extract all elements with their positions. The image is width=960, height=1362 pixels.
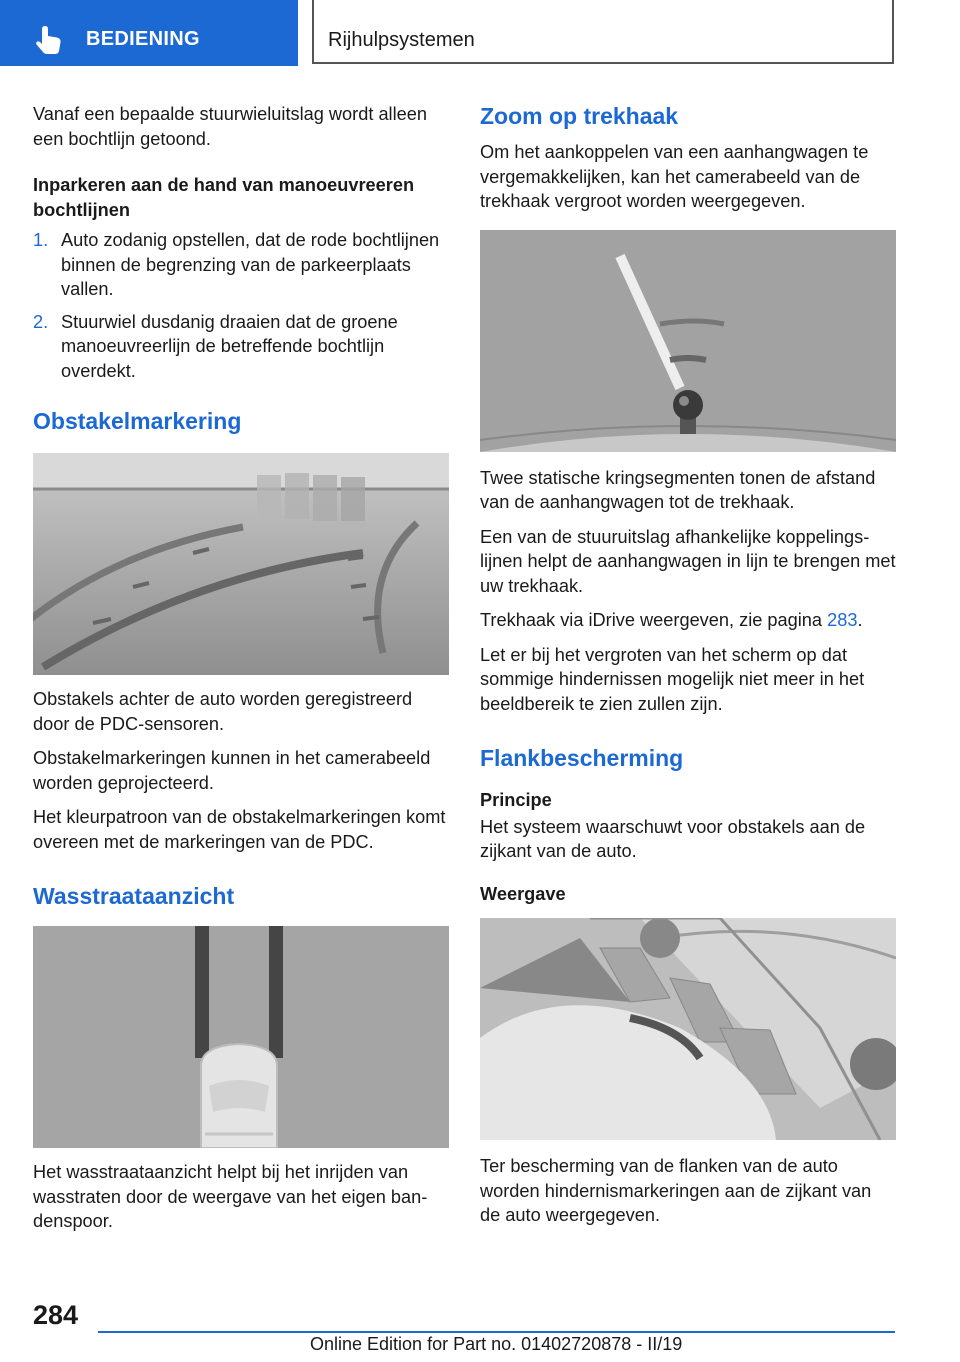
chapter-title: Rijhulpsystemen xyxy=(328,29,475,51)
list-item xyxy=(33,310,449,384)
tow-hook-zoom-figure xyxy=(480,230,896,452)
inparkeren-subheading: Inparkeren aan de hand van manoeuvreeren bochtlijnen xyxy=(33,175,415,220)
zoom-paragraph-1: Om het aankoppelen van een aanhangwagen te vergemakkelijken, kan het camerabeeld van de trekhaak vergroot worden weergegeven. xyxy=(480,142,869,211)
section-tab-label: BEDIENING xyxy=(86,28,200,50)
wasstraat-paragraph: Het wasstraataanzicht helpt bij het inrijden van wasstraten door de weergave van het eigen bandenspoor. xyxy=(33,1162,428,1231)
principe-paragraph: Het systeem waarschuwt voor obstakels aan de zijkant van de auto. xyxy=(480,816,866,861)
zoom-p4-suffix: . xyxy=(857,610,863,630)
weergave-subheading: Weergave xyxy=(480,883,566,904)
weergave-paragraph: Ter bescherming van de flanken van de auto worden hindernismarkeringen aan de zijkant van de auto weergegeven. xyxy=(480,1156,872,1225)
page-number: 284 xyxy=(33,1300,79,1330)
zoom-paragraph-2: Twee statische kringsegmenten tonen de afstand van de aanhangwagen tot de trekhaak. xyxy=(480,467,876,512)
list-item xyxy=(33,228,449,302)
zoom-paragraph-5: Let er bij het vergroten van het scherm op dat sommige hindernissen mogelijk niet meer in het beeldbereik te zien zullen zijn. xyxy=(480,644,865,714)
obstacle-marking-figure xyxy=(33,453,449,675)
obstakel-paragraph-1: Obstakels achter de auto worden geregistreerd door de PDC-sensoren. xyxy=(33,689,413,734)
step-text: Stuurwiel dusdanig draaien dat de groene manoeuvreerlijn de betreffende bochtlijn overdekt. xyxy=(61,311,398,381)
flank-heading: Flankbescherming xyxy=(480,745,684,771)
step-number: 1. xyxy=(33,230,49,250)
edition-note: Online Edition for Part no. 01402720878 - II/19 xyxy=(310,1334,683,1354)
zoom-paragraph-3: Een van de stuuruitslag afhankelijke koppelingslijnen helpt de aanhangwagen in lijn te brengen met uw trekhaak. xyxy=(480,526,896,596)
principe-subheading: Principe xyxy=(480,790,552,810)
intro-paragraph: Vanaf een bepaalde stuurwieluitslag wordt alleen een bochtlijn getoond. xyxy=(33,104,427,149)
step-number: 2. xyxy=(33,311,49,332)
wasstraat-heading: Wasstraataanzicht xyxy=(33,883,235,909)
left-column xyxy=(33,102,449,1244)
flank-protection-figure xyxy=(480,918,896,1140)
zoom-heading: Zoom op trekhaak xyxy=(480,103,679,129)
page-link-283[interactable]: 283 xyxy=(827,610,858,630)
section-tab[interactable] xyxy=(0,0,298,66)
zoom-p4-text: Trekhaak via iDrive weergeven, zie pagina xyxy=(480,610,828,630)
chapter-header xyxy=(312,0,894,64)
car-wash-view-figure xyxy=(33,926,449,1148)
obstakel-heading: Obstakelmarkering xyxy=(33,408,242,434)
zoom-paragraph-4 xyxy=(480,608,896,633)
hand-pointer-icon xyxy=(32,23,66,57)
obstakel-paragraph-2: Obstakelmarkeringen kunnen in het camerabeeld worden geprojecteerd. xyxy=(33,748,431,793)
steps-list xyxy=(33,228,449,383)
footer-divider xyxy=(98,1331,895,1333)
obstakel-paragraph-3: Het kleurpatroon van de obstakelmarkeringen komt overeen met de markeringen van de PDC. xyxy=(33,807,446,852)
step-text: Auto zodanig opstellen, dat de rode bochtlijnen binnen de begrenzing van de parkeerplaats vallen. xyxy=(61,230,440,299)
right-column xyxy=(480,102,896,1238)
